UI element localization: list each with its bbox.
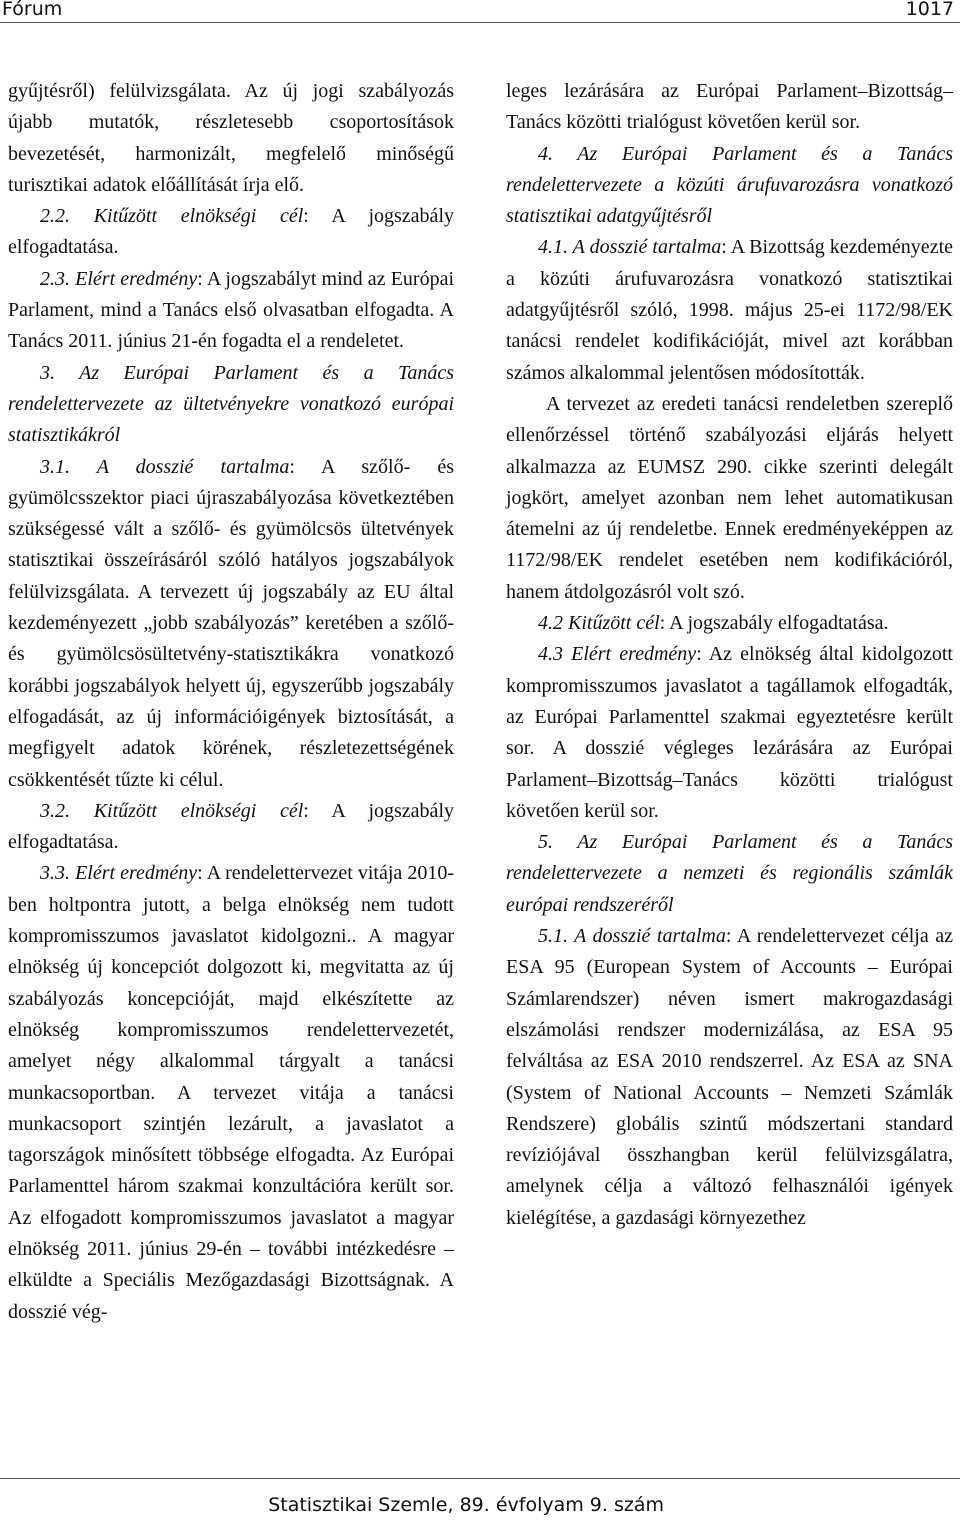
- left-column: [8, 76, 454, 1328]
- paragraph: 4.1. A dosszié tartalma: A Bizottság kezdeményezte a közúti árufuvarozásra vonatkozó statisztikai adatgyűjtésről szóló, 1998. május 25-ei 1172/98/EK tanácsi rendelet kodifikációját, mivel azt korábban számos alkalommal jelentősen módosították.: [506, 236, 953, 384]
- paragraph: A tervezet az eredeti tanácsi rendeletben szereplő ellenőrzéssel történő szabályozási eljárás helyett alkalmazza az EUMSZ 290. cikke szerinti delegált jogkört, amelyet azonban nem lehet automatikusan átemelni az új rendeletbe. Ennek eredményeképpen az 1172/98/EK rendelet esetében nem kodifikációról, hanem átdolgozásról volt szó.: [506, 392, 953, 603]
- page-number: 1017: [905, 0, 954, 20]
- paragraph: 3.1. A dosszié tartalma: A szőlő- és gyümölcsszektor piaci újraszabályozása következtében szükségessé vált a szőlő- és gyümölcsös ültetvények statisztikai összeírásáról szóló hatályos jogszabályok felülvizsgálata. A tervezett új jogszabály az EU által kezdeményezett „jobb szabályozás” keretében a szőlő- és gyümölcsösültetvény-statisztikákra vonatkozó korábbi jogszabályok helyett új, egyszerűbb jogszabály elfogadását, az új információigények biztosítását, a megfigyelt adatok körének, részletezettségének csökkentését tűzte ki célul.: [8, 455, 454, 791]
- paragraph: 4.2 Kitűzött cél: A jogszabály elfogadtatása.: [538, 612, 889, 635]
- section-heading: 3. Az Európai Parlament és a Tanács rendelettervezete az ültetvényekre vonatkozó európai statisztikákról: [8, 361, 454, 447]
- paragraph: 3.3. Elért eredmény: A rendelettervezet vitája 2010-ben holtpontra jutott, a belga elnökség nem tudott kompromisszumos javaslatot kidolgozni.. A magyar elnökség új koncepciót dolgozott ki, megvitatta az új szabályozás koncepcióját, majd elkészítette az elnökség kompromisszumos rendelettervezetét, amelyet négy alkalommal tárgyalt a tanácsi munkacsoportban. A tervezet vitája a tanácsi munkacsoport szintjén lezárult, a javaslatot a tagországok minősített többsége elfogadta. Az Európai Parlamenttel három szakmai konzultációra került sor. Az elfogadott kompromisszumos javaslatot a magyar elnökség 2011. június 29-én – további intézkedésre – elküldte a Speciális Mezőgazdasági Bizottságnak. A dosszié vég-: [8, 862, 455, 1323]
- section-heading: 4. Az Európai Parlament és a Tanács rendelettervezete a közúti árufuvarozásra vonatkozó statisztikai adatgyűjtésről: [506, 142, 953, 228]
- paragraph: 2.3. Elért eredmény: A jogszabályt mind az Európai Parlament, mind a Tanács első olvasatban elfogadta. A Tanács 2011. június 21-én fogadta el a rendeletet.: [8, 267, 455, 353]
- paragraph: 2.2. Kitűzött elnökségi cél: A jogszabály elfogadtatása.: [8, 205, 454, 259]
- footer-divider: [0, 1478, 960, 1479]
- paragraph: 4.3 Elért eredmény: Az elnökség által kidolgozott kompromisszumos javaslatot a tagállamok elfogadták, az Európai Parlamenttel szakmai egyeztetésre került sor. A dosszié végleges lezárására az Európai Parlament–Bizottság–Tanács közötti trialógust követően kerül sor.: [506, 643, 953, 822]
- running-footer: Statisztikai Szemle, 89. évfolyam 9. szám: [268, 1494, 664, 1516]
- section-name: Fórum: [2, 0, 63, 20]
- paragraph: gyűjtésről) felülvizsgálata. Az új jogi szabályozás újabb mutatók, részletesebb csoportosítások bevezetését, harmonizált, megfelelő minőségű turisztikai adatok előállítását írja elő.: [8, 80, 454, 196]
- paragraph: leges lezárására az Európai Parlament–Bizottság–Tanács közötti trialógust követően kerül sor.: [506, 80, 953, 134]
- running-header: [0, 0, 960, 22]
- right-column: [506, 76, 953, 1234]
- section-heading: 5. Az Európai Parlament és a Tanács rendelettervezete a nemzeti és regionális számlák európai rendszeréről: [506, 831, 953, 916]
- paragraph: 3.2. Kitűzött elnökségi cél: A jogszabály elfogadtatása.: [8, 799, 454, 854]
- header-divider: [0, 22, 960, 23]
- paragraph: 5.1. A dosszié tartalma: A rendelettervezet célja az ESA 95 (European System of Accounts – Európai Számlarendszer) néven ismert makrogazdasági elszámolási rendszer modernizálása, az ESA 95 felváltása az ESA 2010 rendszerrel. Az ESA az SNA (System of National Accounts – Nemzeti Számlák Rendszere) globális szintű módszertani standard revíziójával összhangban kerül felülvizsgálatra, amelynek célja a változó felhasználói igények kielégítése, a gazdasági környezethez: [506, 925, 953, 1229]
